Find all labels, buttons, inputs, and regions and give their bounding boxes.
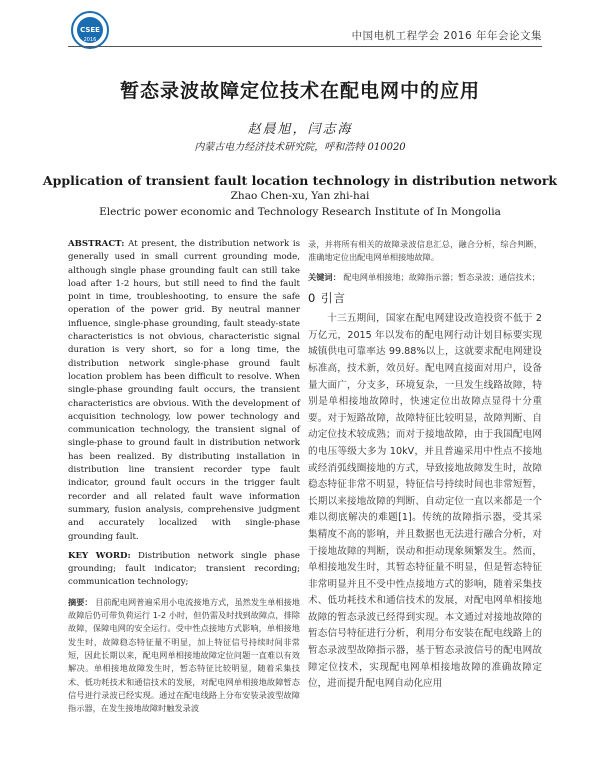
keywords-cn [308, 271, 542, 284]
introduction-text: 十三五期间，国家在配电网建设改造投资不低于 2 万亿元，2015 年以发布的配电网行动计划目标要实现城镇供电可靠率达 99.88%以上，这就要求配电网建设标准高，技术新，效员好。配电网直接面对用户，设备量大面广，分支多，环境复杂，一旦发生线路故障，特别是单相接地故障时，快速定位出故障点显得十分重要。对于短路故障，故障特征比较明显，故障判断、自动定位技术较成熟；而对于接地故障，由于我国配电网的电压等级大多为 10kV，并且普遍采用中性点不接地或经消弧线圈接地的方式，导致接地故障发生时，故障稳态特征非常不明显，特征信号持续时间也非常短暂，长期以来接地故障的判断、自动定位一直以来都是一个难以彻底解决的难题[1]。传统的故障指示器，受其采集精度不高的影响，并且数据也无法进行融合分析，对于接地故障的判断，误动和拒动现象频繁发生。然而，单相接地发生时，其暂态特征量不明显，但是暂态特征非常明显并且不受中性点接地方式的影响，随着采集技术、低功耗技术和通信技术的发展，对配电网单相接地故障的暂态录波已经得到实现。本文通过对接地故障的暂态信号特征进行分析，利用分布安装在配电线路上的暂态录波型故障指示器，基于暂态录波信号的配电网故障定位技术，实现配电网单相接地故障的准确故障定位，进而提升配电网自动化应用 [308, 313, 542, 690]
keywords-en-text: Distribution network single phase grounding; fault indicator; transient recording; communication technology; [68, 550, 300, 588]
keywords-cn-text: 配电网单相接地；故障指示器；暂态录波；通信技术； [343, 271, 540, 282]
section-number: 0 [308, 290, 317, 305]
keywords-en-label: KEY WORD: [68, 550, 131, 561]
abstract-en-label: ABSTRACT: [68, 239, 125, 249]
logo-text: CSEE [80, 26, 100, 34]
section-title: 引言 [320, 290, 346, 305]
authors-cn: 赵晨旭，闫志海 [247, 122, 353, 137]
abstract-en-text: At present, the distribution network is generally used in small current grounding mode, although single phase grounding fault can still take load after 1-2 hours, but still need to find the fault point in time, troubleshooting, to ensure the safe operation of the power grid. By neutral manner influence, single-phase grounding, fault steady-state characteristics is not obvious, characteristic signal duration is very short, so for a long time, the distribution network single-phase ground fault location problem has been difficult to resolve. When single-phase grounding fault occurs, the transient characteristics are obvious. With the development of acquisition technology, low power technology and communication technology, the transient signal of single-phase to ground fault in distribution network has been realized. By distributing installation in distribution line transient recorder type fault indicator, ground fault occurs in the trigger fault recorder and all related fault wave information summary, fusion analysis, comprehensive judgment and accurately localized with single-phase grounding fault. [68, 239, 300, 542]
authors-en: Zhao Chen-xu, Yan zhi-hai [230, 190, 370, 202]
abstract-cn-continued: 录，并将所有相关的故障录波信息汇总，融合分析，综合判断，准确地定位出配电网单相接地故障。 [308, 239, 542, 263]
right-column [308, 238, 542, 693]
abstract-cn-text: 目前配电网普遍采用小电流接地方式，虽然发生单相接地故障后仍可带负荷运行 1-2 小时，但仍需及时找到故障点，排除故障，保障电网的安全运行。受中性点接地方式影响，单相接地发生时，故障稳态特征量不明显，加上特征信号持续时间非常短，因此长期以来，配电网单相接地故障定位问题一直难以有效解决。单相接地故障发生时，暂态特征比较明显，随着采集技术、低功耗技术和通信技术的发展，对配电网单相接地故障暂态信号进行录波已经实现。通过在配电线路上分布安装录波型故障指示器，在发生接地故障时触发录波 [68, 596, 300, 714]
affiliation-en: Electric power economic and Technology Research Institute of In Mongolia [99, 206, 501, 218]
running-head: 中国电机工程学会 2016 年年会论文集 [351, 30, 542, 42]
abstract-cn [68, 596, 300, 716]
paper-title-en: Application of transient fault location technology in distribution network [42, 173, 558, 188]
keywords-cn-label: 关键词： [308, 271, 341, 282]
header-rule [68, 46, 542, 47]
abstract-cn-label: 摘要： [68, 596, 93, 607]
logo-year: 2016 [83, 37, 97, 43]
keywords-en [68, 550, 300, 590]
abstract-en [68, 238, 300, 544]
csee-logo [70, 10, 110, 50]
section-heading-introduction [308, 292, 542, 305]
left-column [68, 238, 300, 721]
affiliation-cn: 内蒙古电力经济技术研究院，呼和浩特 010020 [194, 142, 406, 153]
paper-title-cn: 暂态录波故障定位技术在配电网中的应用 [119, 80, 480, 102]
